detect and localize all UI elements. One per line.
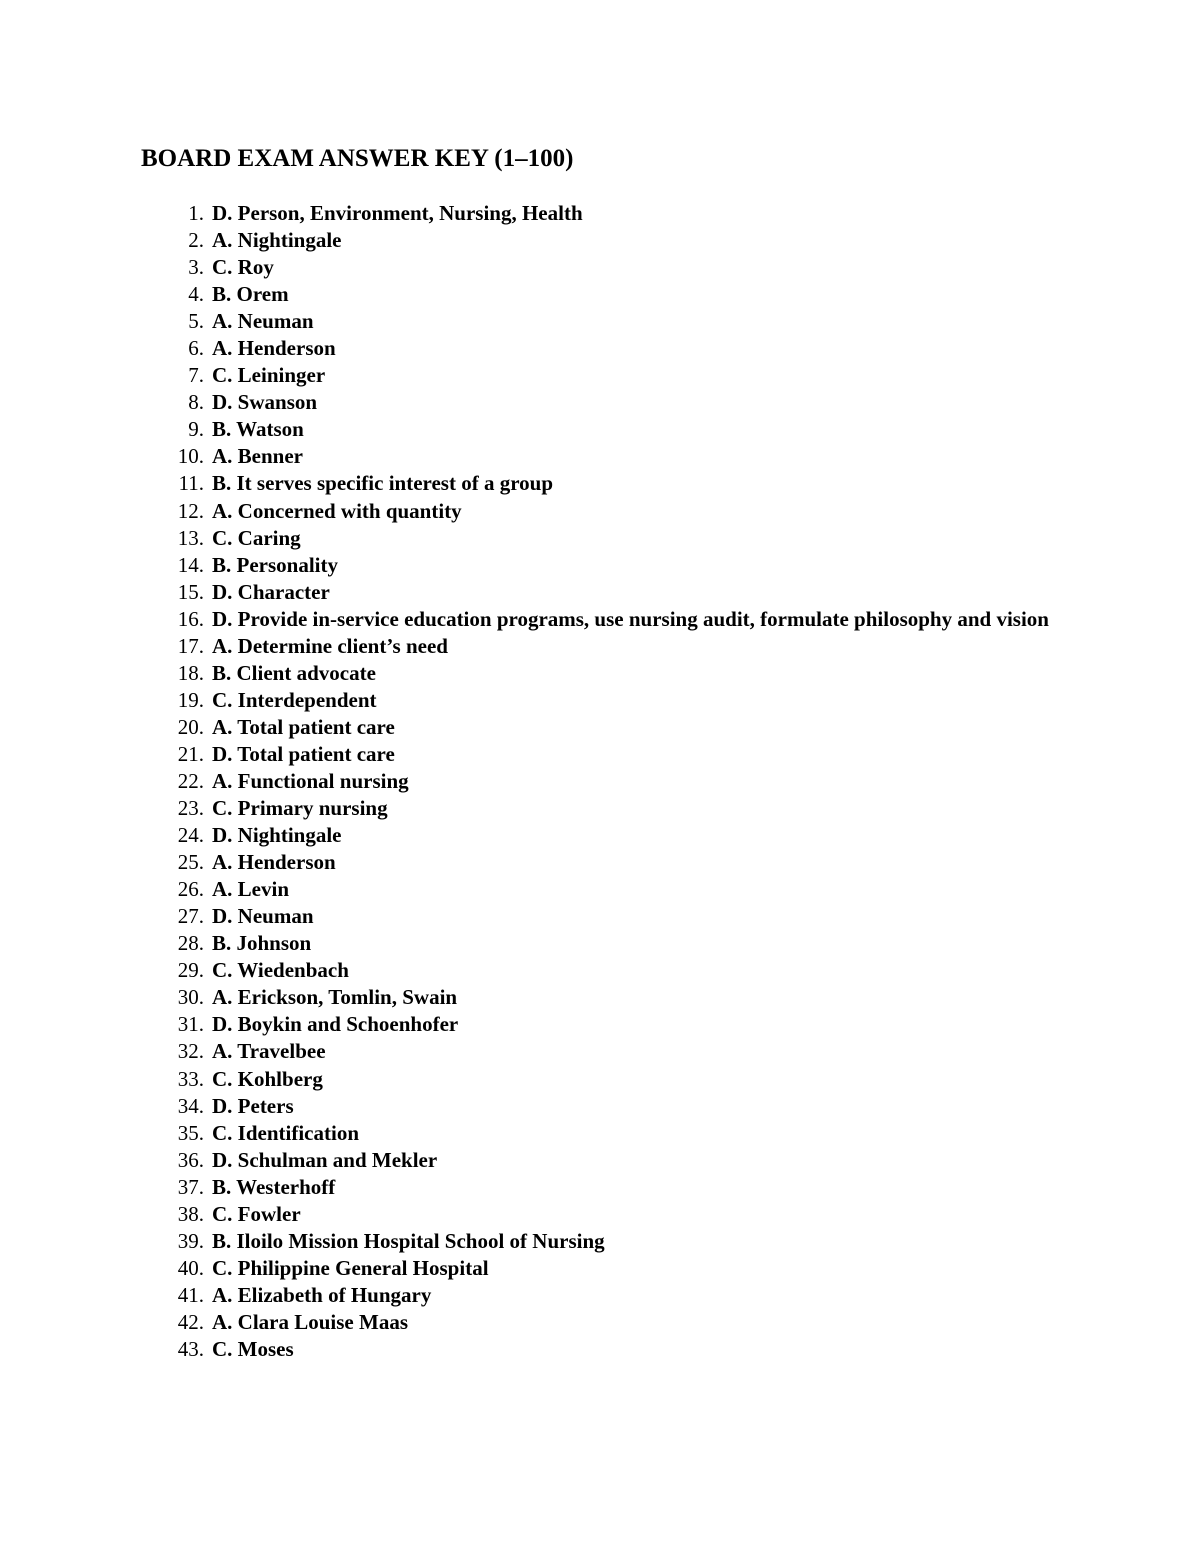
answer-text: A. Clara Louise Maas <box>212 1309 408 1334</box>
answer-text: D. Boykin and Schoenhofer <box>212 1012 459 1037</box>
answer-item <box>160 308 1060 335</box>
answer-text: A. Erickson, Tomlin, Swain <box>212 985 458 1010</box>
answer-item <box>160 633 1060 660</box>
answer-item <box>160 335 1060 362</box>
answer-text: A. Elizabeth of Hungary <box>212 1282 432 1307</box>
answer-item <box>160 1228 1060 1255</box>
answer-text: C. Identification <box>212 1120 359 1145</box>
answer-number: 31. <box>177 1012 204 1037</box>
answer-item <box>160 254 1060 281</box>
answer-number: 30. <box>177 985 204 1010</box>
answer-text: A. Total patient care <box>212 714 395 739</box>
answer-item <box>160 1255 1060 1282</box>
answer-text: A. Benner <box>212 444 303 469</box>
answer-item <box>160 795 1060 822</box>
answer-number: 17. <box>177 633 204 658</box>
answer-item <box>160 579 1060 606</box>
answer-number: 13. <box>177 525 204 550</box>
answer-number: 2. <box>188 228 204 253</box>
answer-item <box>160 416 1060 443</box>
answer-number: 21. <box>177 741 204 766</box>
answer-item <box>160 362 1060 389</box>
answer-number: 22. <box>177 768 204 793</box>
answer-text: A. Travelbee <box>212 1039 326 1064</box>
answer-number: 18. <box>177 660 204 685</box>
answer-text: C. Interdependent <box>212 687 377 712</box>
answer-item <box>160 389 1060 416</box>
answer-number: 25. <box>177 850 204 875</box>
answer-text: A. Determine client’s need <box>212 633 448 658</box>
answer-number: 38. <box>177 1201 204 1226</box>
answer-item <box>160 687 1060 714</box>
answer-number: 40. <box>177 1255 204 1280</box>
answer-item <box>160 714 1060 741</box>
answer-item <box>160 498 1060 525</box>
answer-item <box>160 930 1060 957</box>
answer-text: B. Personality <box>212 552 338 577</box>
answer-text: B. Westerhoff <box>212 1174 336 1199</box>
answer-item <box>160 849 1060 876</box>
answer-number: 11. <box>178 471 204 496</box>
answer-text: A. Nightingale <box>212 228 342 253</box>
answer-text: D. Total patient care <box>212 741 395 766</box>
answer-text: B. Orem <box>212 282 289 307</box>
answer-number: 26. <box>177 877 204 902</box>
answer-text: A. Concerned with quantity <box>212 498 462 523</box>
answer-number: 29. <box>177 958 204 983</box>
answer-item <box>160 200 1060 227</box>
answer-item <box>160 443 1060 470</box>
answer-text: B. Iloilo Mission Hospital School of Nursing <box>212 1228 605 1253</box>
answer-text: C. Primary nursing <box>212 796 388 821</box>
answer-number: 42. <box>177 1309 204 1334</box>
answer-item <box>160 1201 1060 1228</box>
answer-number: 15. <box>177 579 204 604</box>
answer-item <box>160 552 1060 579</box>
answer-item <box>160 822 1060 849</box>
answer-number: 14. <box>177 552 204 577</box>
answer-item <box>160 1174 1060 1201</box>
answer-item <box>160 903 1060 930</box>
answer-item <box>160 281 1060 308</box>
answer-text: B. Johnson <box>212 931 312 956</box>
answer-number: 20. <box>177 714 204 739</box>
answer-item <box>160 876 1060 903</box>
answer-text: A. Henderson <box>212 336 336 361</box>
answer-number: 7. <box>188 363 204 388</box>
answer-item <box>160 1147 1060 1174</box>
answer-text: D. Person, Environment, Nursing, Health <box>212 201 583 225</box>
answer-number: 12. <box>177 498 204 523</box>
answer-text: A. Functional nursing <box>212 768 409 793</box>
answer-item <box>160 606 1060 633</box>
answer-text: B. It serves specific interest of a group <box>212 471 554 496</box>
answer-number: 28. <box>177 931 204 956</box>
answer-number: 27. <box>177 904 204 929</box>
answer-text: B. Watson <box>212 417 304 442</box>
answer-number: 1. <box>188 201 204 225</box>
answer-item <box>160 1011 1060 1038</box>
document-title: BOARD EXAM ANSWER KEY (1–100) <box>141 145 574 172</box>
answer-number: 43. <box>177 1336 204 1361</box>
answer-number: 16. <box>177 606 204 631</box>
answer-number: 35. <box>177 1120 204 1145</box>
answer-text: D. Nightingale <box>212 823 342 848</box>
answer-text: C. Caring <box>212 525 301 550</box>
answer-text: A. Neuman <box>212 309 314 334</box>
answer-number: 3. <box>188 255 204 280</box>
answer-text: D. Swanson <box>212 390 318 415</box>
answer-number: 37. <box>177 1174 204 1199</box>
answer-text: A. Henderson <box>212 850 336 875</box>
answer-text: C. Leininger <box>212 363 326 388</box>
answer-text: C. Wiedenbach <box>212 958 349 983</box>
answer-text: D. Peters <box>212 1093 294 1118</box>
answer-number: 4. <box>188 282 204 307</box>
answer-number: 33. <box>177 1066 204 1091</box>
answer-number: 9. <box>188 417 204 442</box>
answer-item <box>160 525 1060 552</box>
answer-item <box>160 1066 1060 1093</box>
answer-number: 19. <box>177 687 204 712</box>
answer-text: C. Philippine General Hospital <box>212 1255 489 1280</box>
answer-item <box>160 660 1060 687</box>
answer-item <box>160 768 1060 795</box>
answer-text: D. Neuman <box>212 904 314 929</box>
answer-text: D. Provide in-service education programs, use nursing audit, formulate philosophy and vision <box>212 606 1049 631</box>
answer-text: D. Schulman and Mekler <box>212 1147 438 1172</box>
answer-item <box>160 1336 1060 1363</box>
answer-number: 5. <box>188 309 204 334</box>
answer-text: C. Fowler <box>212 1201 301 1226</box>
answer-number: 24. <box>177 823 204 848</box>
answer-item <box>160 957 1060 984</box>
answer-number: 23. <box>177 796 204 821</box>
answer-number: 34. <box>177 1093 204 1118</box>
answer-item <box>160 1093 1060 1120</box>
answer-item <box>160 741 1060 768</box>
answer-list <box>160 200 1060 1363</box>
answer-item <box>160 1282 1060 1309</box>
answer-number: 32. <box>177 1039 204 1064</box>
answer-number: 10. <box>177 444 204 469</box>
answer-number: 6. <box>188 336 204 361</box>
answer-item <box>160 1309 1060 1336</box>
answer-text: C. Kohlberg <box>212 1066 323 1091</box>
answer-text: C. Moses <box>212 1336 294 1361</box>
answer-text: A. Levin <box>212 877 290 902</box>
answer-text: B. Client advocate <box>212 660 376 685</box>
answer-text: D. Character <box>212 579 330 604</box>
answer-number: 39. <box>177 1228 204 1253</box>
answer-text: C. Roy <box>212 255 274 280</box>
answer-number: 8. <box>188 390 204 415</box>
answer-item <box>160 227 1060 254</box>
answer-item <box>160 470 1060 497</box>
answer-number: 36. <box>177 1147 204 1172</box>
answer-item <box>160 1120 1060 1147</box>
answer-item <box>160 984 1060 1011</box>
answer-number: 41. <box>177 1282 204 1307</box>
answer-item <box>160 1038 1060 1065</box>
